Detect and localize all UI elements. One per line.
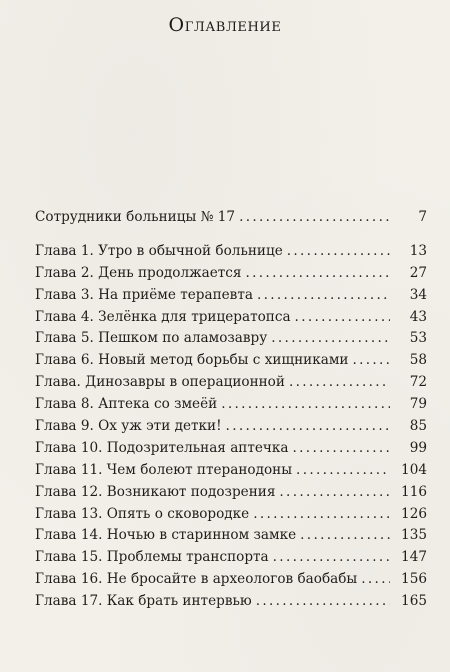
toc-entry-chapter <box>35 525 427 547</box>
toc-entry-chapter <box>35 241 427 263</box>
dot-leader <box>289 372 390 394</box>
toc-entry-page: 13 <box>409 242 427 259</box>
dot-leader <box>361 569 390 591</box>
dot-leader <box>221 394 390 416</box>
toc-entry-page: 53 <box>409 330 427 347</box>
toc-entry-chapter <box>35 591 427 613</box>
dot-leader <box>295 307 390 329</box>
toc-entry-label: Глава 13. Опять о сковородке <box>35 505 250 522</box>
toc-entry-chapter <box>35 460 427 482</box>
toc-entry-label: Глава 11. Чем болеют птеранодоны <box>35 461 293 478</box>
dot-leader <box>293 438 390 460</box>
toc-entry-label: Глава 16. Не бросайте в археологов баобабы <box>35 571 358 588</box>
spacer <box>35 229 427 241</box>
toc-entry-chapter <box>35 482 427 504</box>
toc-entry-label: Глава 12. Возникают подозрения <box>35 483 276 500</box>
toc-entry-chapter <box>35 504 427 526</box>
toc-entry-label: Сотрудники больницы № 17 <box>35 209 236 225</box>
toc-entry-label: Глава 5. Пешком по аламозавру <box>35 330 268 347</box>
dot-leader <box>239 207 390 229</box>
table-of-contents <box>35 207 427 613</box>
toc-entry-page: 79 <box>409 396 427 413</box>
toc-entry-chapter <box>35 307 427 329</box>
toc-entry-chapter <box>35 328 427 350</box>
toc-entry-chapter <box>35 438 427 460</box>
toc-entry-page: 126 <box>401 505 427 522</box>
toc-entry-page: 135 <box>401 527 427 544</box>
toc-entry-label: Глава 10. Подозрительная аптечка <box>35 439 289 456</box>
toc-entry-page: 147 <box>401 549 427 566</box>
chapter-list <box>35 241 427 613</box>
toc-entry-page: 156 <box>401 571 427 588</box>
dot-leader <box>352 350 390 372</box>
toc-entry-page: 116 <box>401 483 427 500</box>
dot-leader <box>257 285 390 307</box>
toc-entry-label: Глава 8. Аптека со змеёй <box>35 396 218 413</box>
toc-entry-label: Глава 6. Новый метод борьбы с хищниками <box>35 352 349 369</box>
dot-leader <box>300 525 390 547</box>
toc-entry-page: 58 <box>409 352 427 369</box>
toc-entry-label: Глава 1. Утро в обычной больнице <box>35 242 283 259</box>
toc-entry-page: 43 <box>409 308 427 325</box>
toc-entry-chapter <box>35 416 427 438</box>
toc-entry-chapter <box>35 263 427 285</box>
dot-leader <box>296 460 390 482</box>
toc-entry-page: 27 <box>409 264 427 281</box>
toc-entry-page: 7 <box>418 209 427 225</box>
toc-entry-chapter <box>35 394 427 416</box>
dot-leader <box>287 241 390 263</box>
toc-entry-label: Глава 17. Как брать интервью <box>35 593 252 610</box>
toc-entry-page: 99 <box>409 439 427 456</box>
dot-leader <box>253 504 390 526</box>
toc-entry-label: Глава. Динозавры в операционной <box>35 374 285 391</box>
dot-leader <box>256 591 390 613</box>
toc-entry-chapter <box>35 372 427 394</box>
toc-entry-chapter <box>35 569 427 591</box>
toc-entry-label: Глава 9. Ох уж эти детки! <box>35 418 222 435</box>
toc-entry-page: 85 <box>409 418 427 435</box>
toc-entry-page: 34 <box>409 286 427 303</box>
toc-entry-label: Глава 4. Зелёнка для трицератопса <box>35 308 291 325</box>
toc-entry-label: Глава 14. Ночью в старинном замке <box>35 527 297 544</box>
toc-entry-page: 165 <box>401 593 427 610</box>
dot-leader <box>279 482 390 504</box>
toc-entry-staff <box>35 207 427 229</box>
toc-entry-label: Глава 2. День продолжается <box>35 264 242 281</box>
toc-entry-label: Глава 3. На приёме терапевта <box>35 286 253 303</box>
dot-leader <box>246 263 391 285</box>
dot-leader <box>226 416 390 438</box>
toc-entry-chapter <box>35 350 427 372</box>
toc-entry-chapter <box>35 547 427 569</box>
toc-entry-chapter <box>35 285 427 307</box>
toc-entry-page: 72 <box>409 374 427 391</box>
dot-leader <box>273 547 390 569</box>
toc-entry-label: Глава 15. Проблемы транспорта <box>35 549 269 566</box>
dot-leader <box>271 328 390 350</box>
toc-entry-page: 104 <box>401 461 427 478</box>
page-title: Оглавление <box>168 14 282 36</box>
